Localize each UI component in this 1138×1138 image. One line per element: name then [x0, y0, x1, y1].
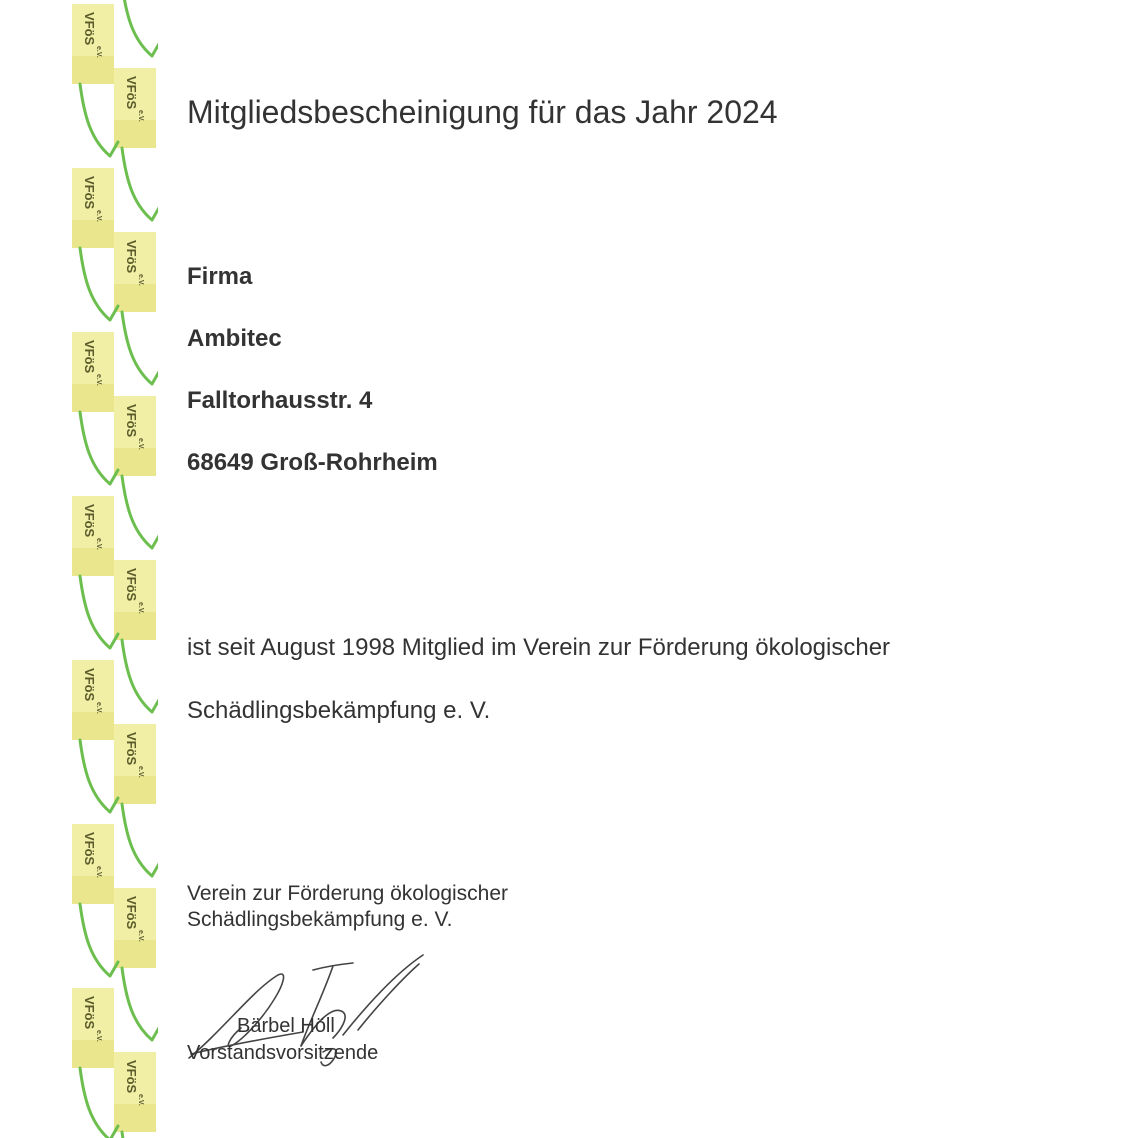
border-arrow [80, 740, 118, 812]
membership-statement-line-2: Schädlingsbekämpfung e. V. [187, 697, 491, 724]
svg-text:VFöS: VFöS [124, 1060, 139, 1094]
border-arrow [80, 412, 118, 484]
svg-text:VFöS: VFöS [82, 340, 97, 374]
street-address: Falltorhausstr. 4 [187, 387, 373, 414]
page-title: Mitgliedsbescheinigung für das Jahr 2024 [187, 94, 778, 130]
address-label: Firma [187, 263, 253, 290]
svg-text:VFöS: VFöS [82, 996, 97, 1030]
border-logo-tile [114, 724, 156, 804]
border-arrow [122, 804, 158, 876]
signatory-name: Bärbel Höll [237, 1015, 335, 1037]
border-arrow [80, 576, 118, 648]
border-logo-tile [114, 396, 156, 476]
svg-text:e.V.: e.V. [137, 274, 144, 286]
svg-text:e.V.: e.V. [137, 766, 144, 778]
border-arrow [80, 1068, 118, 1138]
svg-text:VFöS: VFöS [124, 896, 139, 930]
svg-text:VFöS: VFöS [82, 668, 97, 702]
svg-text:VFöS: VFöS [82, 832, 97, 866]
svg-text:e.V.: e.V. [95, 46, 102, 58]
svg-text:e.V.: e.V. [95, 374, 102, 386]
svg-text:e.V.: e.V. [137, 438, 144, 450]
border-logo-tile [72, 4, 114, 84]
border-arrow [122, 968, 158, 1040]
border-logo-tile [72, 332, 114, 412]
svg-text:e.V.: e.V. [137, 110, 144, 122]
border-arrow [122, 148, 158, 220]
postal-city: 68649 Groß-Rohrheim [187, 449, 438, 476]
organization-name-line-1: Verein zur Förderung ökologischer [187, 882, 509, 905]
svg-text:e.V.: e.V. [137, 602, 144, 614]
svg-text:e.V.: e.V. [95, 702, 102, 714]
border-logo-tile [114, 888, 156, 968]
svg-text:VFöS: VFöS [82, 12, 97, 46]
svg-text:e.V.: e.V. [137, 930, 144, 942]
border-arrow [122, 312, 158, 384]
border-logo-tile [72, 824, 114, 904]
border-arrow [122, 1132, 158, 1138]
border-logo-tile [72, 988, 114, 1068]
border-logo-tile [114, 232, 156, 312]
border-arrow [80, 84, 118, 156]
border-logo-tile [114, 560, 156, 640]
membership-statement-line-1: ist seit August 1998 Mitglied im Verein zur Förderung ökologischer [187, 634, 891, 661]
border-arrow [122, 0, 158, 56]
border-logo-tile [72, 660, 114, 740]
svg-text:VFöS: VFöS [82, 176, 97, 210]
border-arrow [80, 904, 118, 976]
border-logo-tile [114, 1052, 156, 1132]
border-arrow [122, 476, 158, 548]
border-logo-tile [72, 168, 114, 248]
svg-text:VFöS: VFöS [124, 240, 139, 274]
svg-text:e.V.: e.V. [137, 1094, 144, 1106]
border-logo-tile [72, 496, 114, 576]
border-logo-tile [114, 68, 156, 148]
svg-text:VFöS: VFöS [124, 404, 139, 438]
border-arrow [80, 248, 118, 320]
svg-text:e.V.: e.V. [95, 1030, 102, 1042]
organization-name-line-2: Schädlingsbekämpfung e. V. [187, 908, 453, 931]
svg-text:e.V.: e.V. [95, 210, 102, 222]
company-name: Ambitec [187, 325, 282, 352]
svg-text:VFöS: VFöS [124, 732, 139, 766]
svg-text:e.V.: e.V. [95, 538, 102, 550]
svg-text:VFöS: VFöS [124, 568, 139, 602]
svg-text:e.V.: e.V. [95, 866, 102, 878]
border-arrow [122, 640, 158, 712]
signatory-role: Vorstandsvorsitzende [187, 1042, 379, 1064]
decorative-logo-border [72, 0, 158, 1138]
svg-text:VFöS: VFöS [82, 504, 97, 538]
svg-text:VFöS: VFöS [124, 76, 139, 110]
